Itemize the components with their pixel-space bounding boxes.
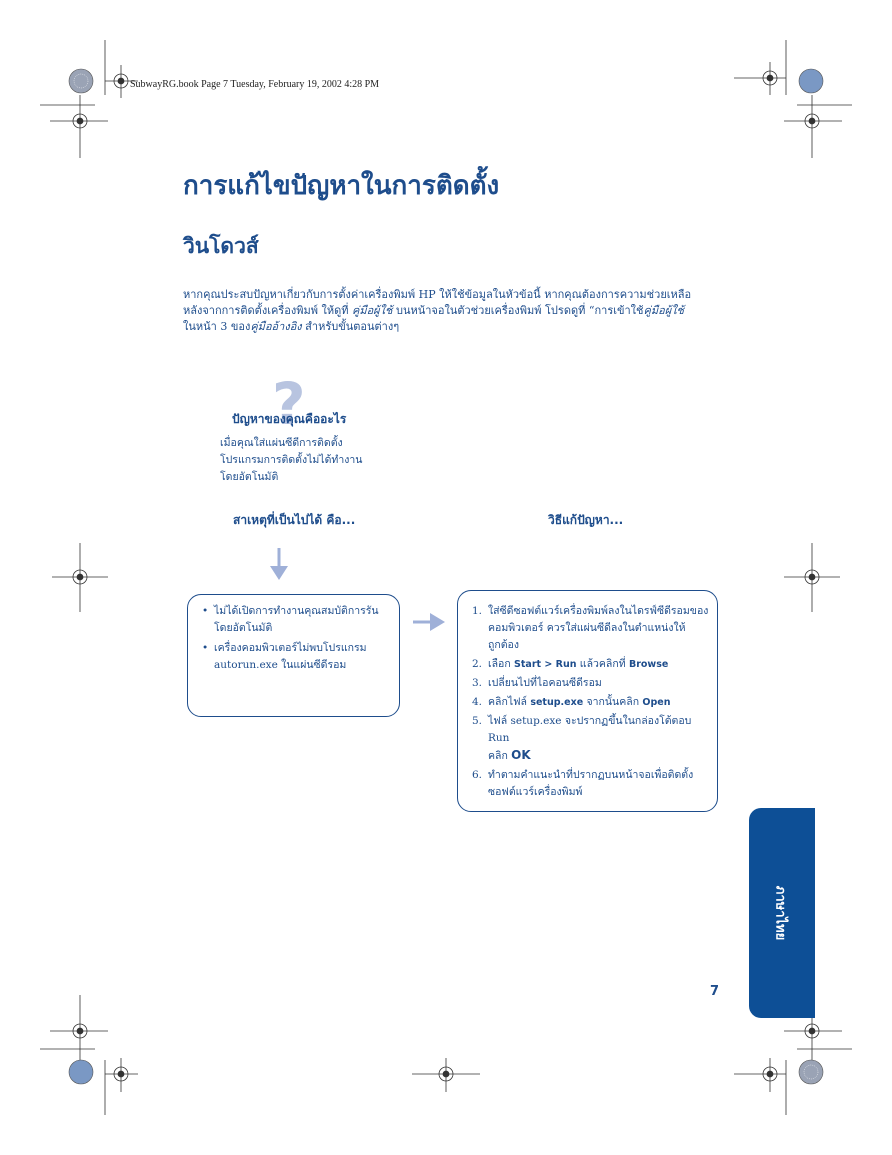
intro-line-2a: หลังจากการติดตั้งเครื่องพิมพ์ ให้ดูที่ bbox=[183, 304, 352, 317]
language-tab-label: ภาษาไทย bbox=[772, 885, 788, 941]
step-number: 1. bbox=[472, 605, 483, 617]
setup-file-label: setup.exe bbox=[530, 697, 584, 708]
step-number: 4. bbox=[472, 696, 483, 708]
step-number: 2. bbox=[472, 658, 483, 670]
user-guide-ref: คู่มือผู้ใช้ bbox=[351, 304, 393, 317]
cause-text: โดยอัตโนมัติ bbox=[214, 622, 273, 634]
intro-line-2b: บนหน้าจอในตัวช่วยเครื่องพิมพ์ โปรดดูที่ “การเข้าใช้ bbox=[392, 304, 644, 317]
book-header: SubwayRG.book Page 7 Tuesday, February 19, 2002 4:28 PM bbox=[130, 79, 380, 90]
step-number: 6. bbox=[472, 769, 483, 781]
section-title: วินโดวส์ bbox=[183, 234, 259, 258]
causes-heading: สาเหตุที่เป็นไปได้ คือ... bbox=[233, 513, 356, 527]
intro-line-3a: ในหน้า 3 ของ bbox=[183, 320, 251, 333]
step-item bbox=[472, 694, 712, 711]
cause-item bbox=[200, 640, 395, 674]
intro-line-1: หากคุณประสบปัญหาเกี่ยวกับการตั้งค่าเครื่องพิมพ์ HP ให้ใช้ข้อมูลในหัวข้อนี้ หากคุณต้องการความช่วยเหลือ bbox=[183, 288, 692, 301]
step-text: เลือก bbox=[488, 658, 515, 670]
step-number: 5. bbox=[472, 715, 483, 727]
step-text: เปลี่ยนไปที่ไอคอนซีดีรอม bbox=[488, 677, 602, 689]
step-number: 3. bbox=[472, 677, 483, 689]
right-arrow-icon bbox=[413, 613, 445, 631]
step-text: ไฟล์ setup.exe จะปรากฏขึ้นในกล่องโต้ตอบ Run bbox=[488, 715, 692, 744]
problem-heading: ปัญหาของคุณคืออะไร bbox=[232, 412, 347, 426]
reference-guide-ref: คู่มืออ้างอิง bbox=[250, 320, 302, 333]
browse-button-label: Browse bbox=[628, 659, 669, 670]
ok-button-label: OK bbox=[511, 748, 531, 762]
step-item bbox=[472, 767, 712, 801]
question-mark-icon: ? bbox=[272, 370, 306, 438]
solution-heading: วิธีแก้ปัญหา... bbox=[548, 513, 624, 527]
problem-line: โดยอัตโนมัติ bbox=[220, 471, 279, 483]
cause-text: • ไม่ได้เปิดการทำงานคุณสมบัติการรัน bbox=[214, 605, 379, 617]
down-arrow-icon bbox=[270, 548, 288, 580]
page-title: การแก้ไขปัญหาในการติดตั้ง bbox=[183, 171, 500, 201]
step-text: ใส่ซีดีซอฟต์แวร์เครื่องพิมพ์ลงในไดรฟ์ซีดีรอมของ bbox=[488, 605, 709, 617]
step-text: ซอฟต์แวร์เครื่องพิมพ์ bbox=[488, 786, 583, 798]
open-button-label: Open bbox=[642, 697, 671, 708]
step-item bbox=[472, 603, 712, 654]
problem-line: เมื่อคุณใส่แผ่นซีดีการติดตั้ง bbox=[220, 437, 343, 449]
step-text: จากนั้นคลิก bbox=[583, 696, 643, 708]
problem-line: โปรแกรมการติดตั้งไม่ได้ทำงาน bbox=[220, 454, 363, 466]
cause-text: autorun.exe ในแผ่นซีดีรอม bbox=[214, 659, 347, 671]
step-text: คลิก bbox=[488, 750, 512, 762]
step-text: คอมพิวเตอร์ ควรใส่แผ่นซีดีลงในตำแหน่งให้ bbox=[488, 622, 686, 634]
step-text: คลิกไฟล์ bbox=[488, 696, 531, 708]
step-item bbox=[472, 656, 712, 673]
step-text: ทำตามคำแนะนำที่ปรากฏบนหน้าจอเพื่อติดตั้ง bbox=[488, 769, 694, 781]
step-text: แล้วคลิกที่ bbox=[576, 658, 629, 670]
cause-text: • เครื่องคอมพิวเตอร์ไม่พบโปรแกรม bbox=[214, 642, 367, 654]
problem-description bbox=[220, 435, 390, 486]
page-number: 7 bbox=[710, 984, 720, 999]
intro-line-3b: สำหรับขั้นตอนต่างๆ bbox=[301, 320, 400, 333]
intro-paragraph bbox=[183, 287, 723, 335]
step-item bbox=[472, 713, 712, 765]
cause-item bbox=[200, 603, 395, 637]
step-item bbox=[472, 675, 712, 692]
solution-steps bbox=[472, 603, 712, 803]
causes-list bbox=[200, 603, 395, 677]
step-text: ถูกต้อง bbox=[488, 639, 519, 651]
user-guide-ref-2: คู่มือผู้ใช้ bbox=[643, 304, 685, 317]
start-run-menu-label: Start > Run bbox=[514, 659, 577, 670]
